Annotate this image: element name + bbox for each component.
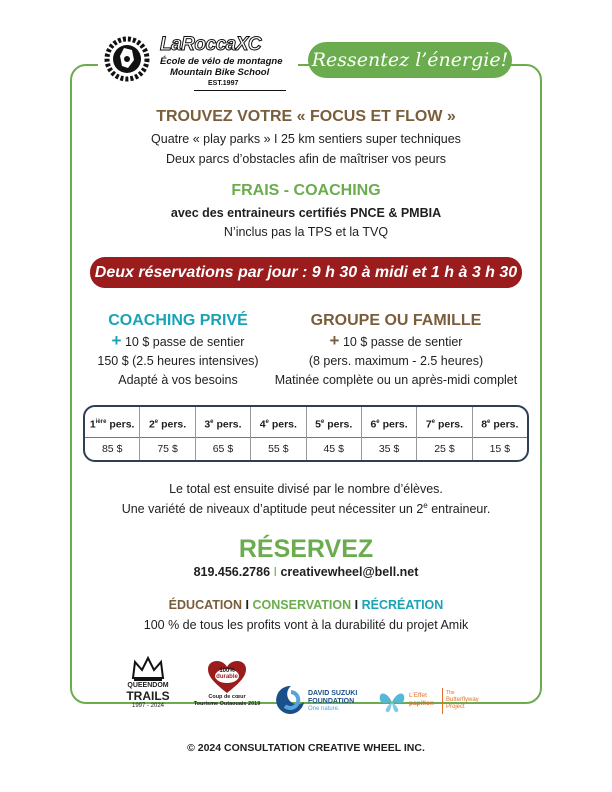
header-cell: $1^{ière}$ pers.: [85, 407, 140, 437]
fees-title: FRAIS - COACHING: [231, 182, 381, 199]
private-line-1: 10 $ passe de sentier: [124, 335, 245, 349]
queendom-trails-badge: QUEENDOM TRAILS 1997 - 2024: [120, 656, 176, 718]
price-table: [83, 405, 529, 462]
crown-icon: [131, 656, 165, 682]
header-cell: 2e pers.: [140, 407, 195, 437]
butterfly-icon: [378, 690, 406, 714]
contact-line: [0, 565, 612, 579]
brand-name: LaRoccaXC: [160, 34, 262, 55]
conservation-label: CONSERVATION: [252, 598, 352, 612]
group-line-2: (8 pers. maximum - 2.5 heures): [308, 354, 484, 368]
separator: I: [354, 598, 359, 612]
private-title: COACHING PRIVÉ: [108, 312, 248, 329]
header-cell: 5e pers.: [307, 407, 362, 437]
group-line-3: Matinée complète ou un après-midi complet: [274, 373, 518, 387]
reserve-title: RÉSERVEZ: [238, 535, 374, 563]
private-coaching-column: [88, 311, 268, 390]
phone-number[interactable]: 819.456.2786: [193, 565, 271, 579]
focus-line-1: Quatre « play parks » I 25 km sentiers super techniques: [151, 132, 461, 146]
brand-year: EST.1997: [208, 80, 239, 87]
price-cell: 25 $: [417, 437, 472, 462]
separator: I: [273, 565, 277, 579]
private-line-2: 150 $ (2.5 heures intensives): [97, 354, 259, 368]
badge-divider: [442, 688, 443, 714]
header-cell: 4e pers.: [251, 407, 306, 437]
recreation-label: RÉCRÉATION: [361, 598, 444, 612]
price-table-header-row: [85, 407, 527, 438]
price-cell: 45 $: [307, 437, 362, 462]
plus-icon: +: [329, 331, 340, 350]
david-suzuki-badge: DAVID SUZUKI FOUNDATION One nature.: [276, 684, 372, 718]
brand-line-fr: École de vélo de montagne: [160, 56, 283, 67]
note-line-1: Le total est ensuite divisé par le nombre d’élèves.: [169, 482, 443, 496]
private-line-3: Adapté à vos besoins: [118, 373, 238, 387]
price-cell: 65 $: [196, 437, 251, 462]
group-line-1: 10 $ passe de sentier: [342, 335, 463, 349]
focus-line-2: Deux parcs d’obstacles afin de maîtriser vos peurs: [166, 152, 446, 166]
profits-line: 100 % de tous les profits vont à la durabilité du projet Amik: [143, 618, 469, 632]
fees-line-1: avec des entraineurs certifiés PNCE & PMBIA: [170, 206, 442, 220]
suzuki-logo-icon: [276, 684, 306, 716]
bike-wheel-icon: [104, 36, 150, 82]
price-cell: 75 $: [140, 437, 195, 462]
header-cell: 8e pers.: [481, 418, 519, 431]
group-title: GROUPE OU FAMILLE: [310, 312, 482, 329]
copyright-footer: © 2024 CONSULTATION CREATIVE WHEEL INC.: [187, 742, 425, 754]
price-table-values-row: [85, 437, 527, 462]
price-cell: 55 $: [251, 437, 306, 462]
brand-rule: [194, 90, 286, 91]
header-cell: 3e pers.: [196, 407, 251, 437]
tagline-badge: Ressentez l’énergie!: [308, 42, 512, 78]
plus-icon: +: [111, 331, 122, 350]
education-label: ÉDUCATION: [168, 598, 243, 612]
focus-title: TROUVEZ VOTRE « FOCUS ET FLOW »: [156, 108, 456, 125]
tourisme-heart-badge: 100% durable Coup de cœur Tourisme Outaouais 2019: [190, 660, 264, 718]
note-line-2: Une variété de niveaux d’aptitude peut nécessiter un 2e entraineur.: [121, 501, 491, 517]
price-cell: 15 $: [489, 443, 511, 455]
header-cell: 6e pers.: [362, 407, 417, 437]
fees-line-2: N’inclus pas la TPS et la TVQ: [223, 225, 389, 239]
brand-line-en: Mountain Bike School: [170, 67, 270, 78]
email-link[interactable]: creativewheel@bell.net: [280, 565, 419, 579]
header-cell: 7e pers.: [417, 407, 472, 437]
price-cell: 35 $: [362, 437, 417, 462]
schedule-banner: Deux réservations par jour : 9 h 30 à midi et 1 h à 3 h 30: [90, 257, 522, 288]
price-cell: 85 $: [85, 437, 140, 462]
school-logo: [98, 30, 298, 90]
separator: I: [245, 598, 250, 612]
butterflyway-badge: L’Effet papillon The Butterflyway Project: [378, 688, 488, 718]
group-column: [268, 311, 524, 390]
values-line: [0, 598, 612, 612]
